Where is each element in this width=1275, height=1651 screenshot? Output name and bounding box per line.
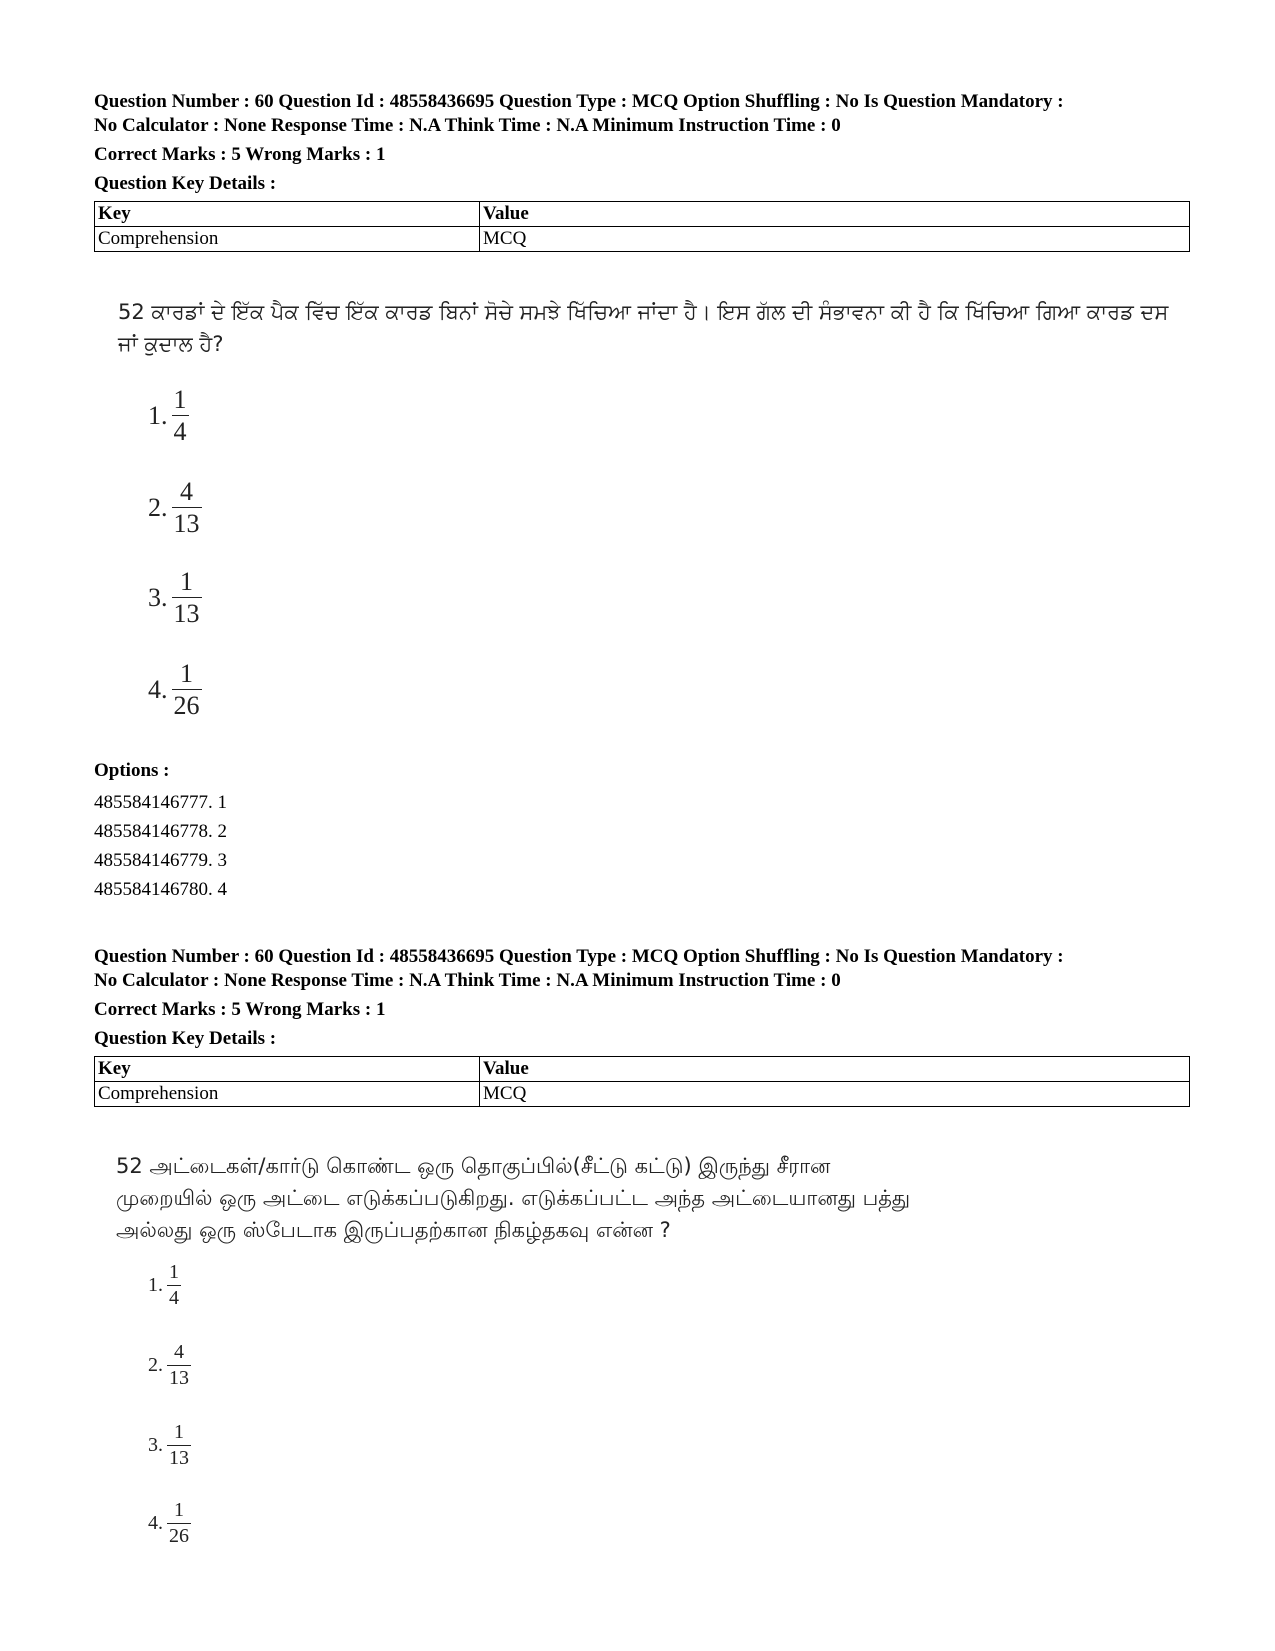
choice-item [148,1422,191,1469]
table-cell-value: MCQ [480,227,1190,252]
question-header-2 [94,945,1190,1107]
fraction [172,478,202,538]
table-cell-key: Comprehension [95,227,480,252]
fraction-numerator: 1 [174,1499,184,1521]
table-header-value: Value [480,202,1190,227]
table-header-key: Key [95,202,480,227]
table-row [95,227,1190,252]
question-meta [94,945,1190,993]
choice-number: 1. [148,1274,163,1296]
question-line: முறையில் ஒரு அட்டை எடுக்கப்படுகிறது. எடுக்கப்பட்ட அந்த அட்டையானது பத்து [116,1186,911,1210]
fraction-denominator: 13 [173,599,200,629]
fraction [172,386,189,446]
fraction-numerator: 1 [180,567,193,596]
choice-number: 4. [148,674,168,704]
table-cell-value: MCQ [480,1082,1190,1107]
table-header-key: Key [95,1057,480,1082]
choice-item [148,1500,191,1547]
question-line: 52 அட்டைகள்/கார்டு கொண்ட ஒரு தொகுப்பில்(சீட்டு கட்டு) இருந்து சீரான [116,1154,831,1178]
fraction [172,568,202,628]
question-meta [94,90,1190,138]
fraction-numerator: 1 [174,1421,184,1443]
fraction-denominator: 4 [169,1287,179,1309]
key-details-table [94,1056,1190,1107]
fraction-bar [167,1285,181,1286]
fraction-bar [167,1523,191,1524]
question-text-punjabi [118,296,1178,360]
option-id-line: 485584146778. 2 [94,821,227,842]
choice-item [148,478,202,538]
choice-number: 4. [148,1512,163,1534]
choice-number: 2. [148,492,168,522]
table-row [95,1082,1190,1107]
marks-line: Correct Marks : 5 Wrong Marks : 1 [94,999,386,1020]
table-header-value: Value [480,1057,1190,1082]
fraction-denominator: 26 [169,1525,189,1547]
choice-item [148,568,202,628]
fraction-numerator: 1 [180,659,193,688]
choice-item [148,1342,191,1389]
fraction-denominator: 4 [173,417,187,447]
fraction [167,1262,181,1309]
fraction-bar [172,415,189,416]
table-cell-key: Comprehension [95,1082,480,1107]
choice-number: 3. [148,1434,163,1456]
fraction [167,1422,191,1469]
fraction-numerator: 1 [173,385,187,414]
fraction [172,660,202,720]
fraction [167,1342,191,1389]
fraction-denominator: 13 [169,1367,189,1389]
fraction-denominator: 13 [169,1447,189,1469]
meta-line-2: No Calculator : None Response Time : N.A Think Time : N.A Minimum Instruction Time : 0 [94,115,841,136]
question-line: அல்லது ஒரு ஸ்பேடாக இருப்பதற்கான நிகழ்தகவு என்ன ? [116,1218,671,1242]
fraction-numerator: 4 [180,477,193,506]
key-details-table [94,201,1190,252]
key-details-label: Question Key Details : [94,173,277,194]
fraction-bar [172,689,202,690]
fraction-bar [167,1445,191,1446]
choice-number: 2. [148,1354,163,1376]
options-label: Options : [94,760,170,781]
fraction-denominator: 13 [173,509,200,539]
fraction-denominator: 26 [173,691,200,721]
option-id-line: 485584146777. 1 [94,792,227,813]
choice-item [148,660,202,720]
key-details-label: Question Key Details : [94,1028,277,1049]
meta-line-2: No Calculator : None Response Time : N.A Think Time : N.A Minimum Instruction Time : 0 [94,970,841,991]
choice-item [148,1262,181,1309]
table-header-row [95,202,1190,227]
choice-number: 1. [148,400,168,430]
choice-number: 3. [148,582,168,612]
fraction-bar [172,507,202,508]
option-id-line: 485584146779. 3 [94,850,227,871]
meta-line-1: Question Number : 60 Question Id : 48558436695 Question Type : MCQ Option Shuffling : No Is Question Mandatory : [94,946,1064,967]
fraction-numerator: 4 [174,1341,184,1363]
fraction-bar [167,1365,191,1366]
question-text-tamil [116,1150,1186,1246]
fraction [167,1500,191,1547]
question-text: 52 ਕਾਰਡਾਂ ਦੇ ਇੱਕ ਪੈਕ ਵਿੱਚ ਇੱਕ ਕਾਰਡ ਬਿਨਾਂ ਸੋਚੇ ਸਮਝੇ ਖਿੱਚਿਆ ਜਾਂਦਾ ਹੈ। ਇਸ ਗੱਲ ਦੀ ਸੰਭਾਵਨਾ ਕੀ ਹੈ ਕਿ ਖਿੱਚਿਆ ਗਿਆ ਕਾਰਡ ਦਸ ਜਾਂ ਕੁਦਾਲ ਹੈ? [118,300,1169,356]
question-header-1 [94,90,1190,252]
fraction-numerator: 1 [169,1261,179,1283]
meta-line-1: Question Number : 60 Question Id : 48558436695 Question Type : MCQ Option Shuffling : No Is Question Mandatory : [94,91,1064,112]
fraction-bar [172,597,202,598]
option-id-line: 485584146780. 4 [94,879,227,900]
choice-item [148,386,189,446]
options-list [94,760,1190,904]
table-header-row [95,1057,1190,1082]
marks-line: Correct Marks : 5 Wrong Marks : 1 [94,144,386,165]
